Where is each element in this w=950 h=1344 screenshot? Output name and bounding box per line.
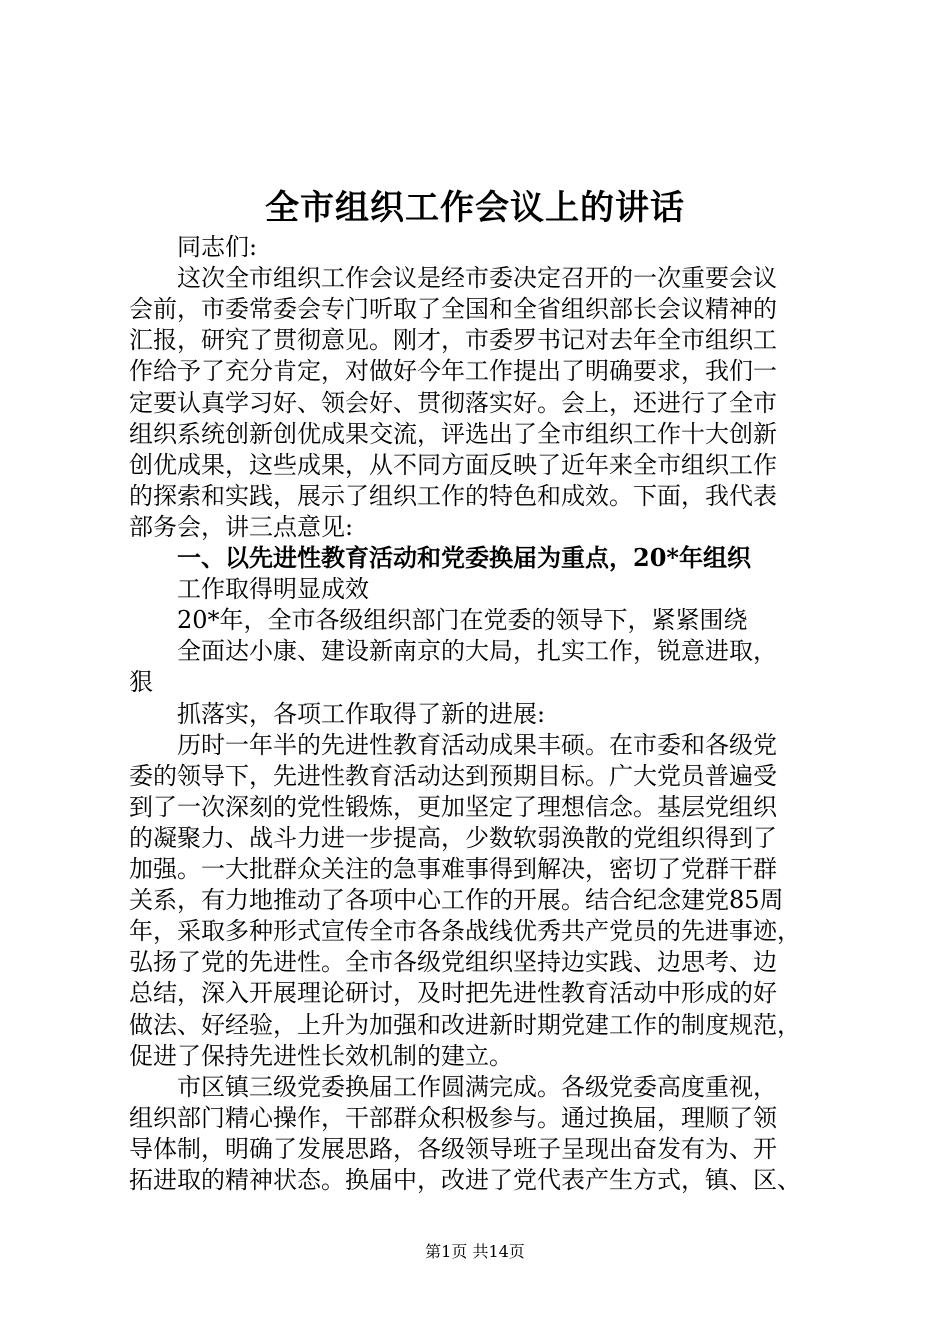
text-line: 弘扬了党的先进性。全市各级党组织坚持边实践、边思考、边: [129, 948, 777, 977]
text-line: 创优成果，这些成果，从不同方面反映了近年来全市组织工作: [129, 450, 777, 479]
text-line: 一、以先进性教育活动和党委换届为重点，20*年组织: [177, 543, 751, 572]
text-line: 关系，有力地推动了各项中心工作的开展。结合纪念建党85周: [129, 886, 784, 915]
text-line: 委的领导下，先进性教育活动达到预期目标。广大党员普遍受: [129, 761, 777, 790]
text-line: 工作取得明显成效: [177, 575, 369, 604]
text-line: 加强。一大批群众关注的急事难事得到解决，密切了党群干群: [129, 855, 777, 883]
text-line: 的凝聚力、战斗力进一步提高，少数软弱涣散的党组织得到了: [129, 823, 777, 852]
text-line: 抓落实，各项工作取得了新的进展:: [177, 699, 546, 728]
text-line: 这次全市组织工作会议是经市委决定召开的一次重要会议: [177, 264, 777, 293]
text-line: 拓进取的精神状态。换届中，改进了党代表产生方式，镇、区、: [129, 1166, 801, 1194]
text-line: 促进了保持先进性长效机制的建立。: [129, 1041, 513, 1070]
text-line: 年，采取多种形式宣传全市各条战线优秀共产党员的先进事迹，: [129, 917, 801, 946]
text-line: 部务会，讲三点意见:: [129, 512, 354, 541]
text-line: 同志们:: [177, 233, 258, 261]
text-line: 组织系统创新创优成果交流，评选出了全市组织工作十大创新: [129, 419, 777, 448]
text-line: 会前，市委常委会专门听取了全国和全省组织部长会议精神的: [129, 295, 777, 324]
text-line: 20*年，全市各级组织部门在党委的领导下，紧紧围绕: [177, 606, 748, 635]
text-line: 汇报，研究了贯彻意见。刚才，市委罗书记对去年全市组织工: [129, 326, 777, 355]
text-line: 定要认真学习好、领会好、贯彻落实好。会上，还进行了全市: [129, 388, 777, 417]
text-line: 全面达小康、建设新南京的大局，扎实工作，锐意进取，: [177, 637, 777, 666]
page-footer: 第1页 共14页: [425, 1242, 525, 1261]
text-line: 的探索和实践，展示了组织工作的特色和成效。下面，我代表: [129, 481, 777, 510]
text-line: 狠: [129, 668, 153, 697]
text-line: 组织部门精心操作，干部群众积极参与。通过换届，理顺了领: [129, 1103, 777, 1132]
text-line: 总结，深入开展理论研讨，及时把先进性教育活动中形成的好: [129, 979, 777, 1008]
text-line: 做法、好经验，上升为加强和改进新时期党建工作的制度规范，: [129, 1010, 801, 1039]
document-title: 全市组织工作会议上的讲话: [265, 188, 685, 228]
text-line: 历时一年半的先进性教育活动成果丰硕。在市委和各级党: [177, 730, 777, 759]
text-line: 到了一次深刻的党性锻炼，更加坚定了理想信念。基层党组织: [129, 792, 777, 821]
text-line: 作给予了充分肯定，对做好今年工作提出了明确要求，我们一: [129, 357, 777, 386]
text-line: 导体制，明确了发展思路，各级领导班子呈现出奋发有为、开: [129, 1134, 777, 1163]
text-line: 市区镇三级党委换届工作圆满完成。各级党委高度重视，: [177, 1072, 777, 1101]
